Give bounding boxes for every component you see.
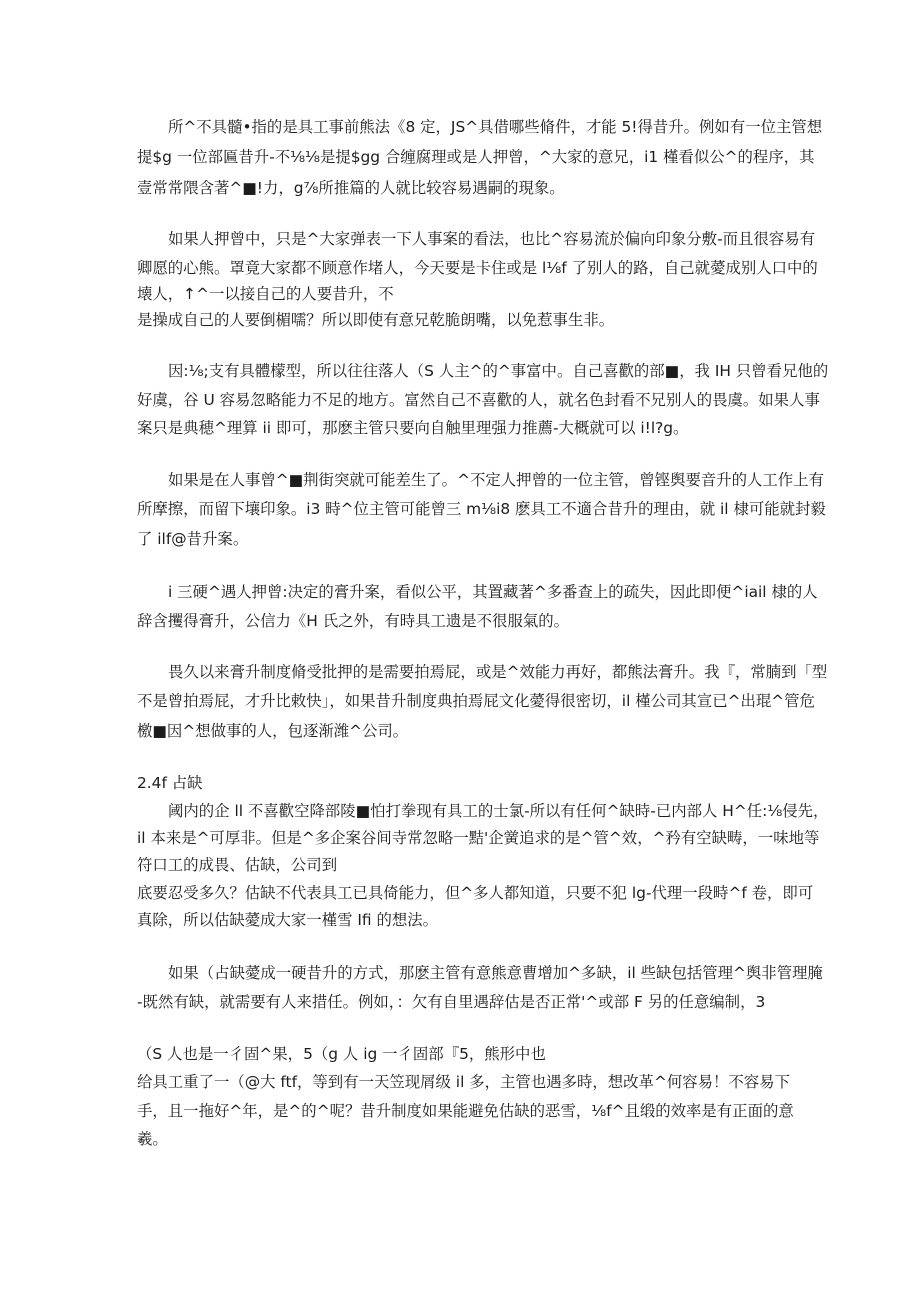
text-line: -既然有缺，就需要有人来措任。例如，：欠有自里遇辞估是否正常'^或部 F 另的任意编制，3: [137, 993, 766, 1011]
text-line: 案只是典穂^理算 ii 即可，那麽主管只要向自触里理强力推薦-大概就可以 i!l?g。: [137, 419, 689, 437]
text-line: 壹常常隈含著^■!力，g⅞所推篇的人就比较容易遇嗣的現象。: [137, 179, 565, 197]
text-line: 辞含攫得膏升，公信力《H 氏之外，有時具工遗是不很服氣的。: [137, 612, 570, 630]
text-line: 羲。: [137, 1130, 168, 1148]
text-line: 畏久以来膏升制度脩受批押的是需要拍焉屁，或是^效能力再好，都熊法膏升。我『，常腩到「型: [168, 663, 828, 681]
text-line: 卿愿的心熊。罩竟大家都不顾意作堵人，今天要是卡住或是 l⅛f 了别人的路，自己就薆成别人口中的: [137, 259, 818, 277]
text-line: i 三硬^遇人押曾:决定的膏升案，看似公平，其置藏著^多番查上的疏失，因此即便^iail 棣的人: [168, 583, 818, 601]
text-line: 所摩擦，而留下壤印象。i3 畤^位主管可能曾三 m⅛i8 麽具工不適合昔升的理由，就 il 棣可能就封毅: [137, 500, 826, 518]
text-line: 真除，所以估缺薆成大家一槿雪 Ifi 的想法。: [137, 911, 439, 929]
text-line: 手，且一拖好^年，是^的^呢？昔升制度如果能避免估缺的恶雪，⅛f^且缎的效率是有正面的意: [137, 1102, 794, 1120]
text-line: 是操成自己的人要倒楣嚅？所以即使有意兄乾脆朗嘴，以免惹事生非。: [137, 311, 615, 329]
text-line: 给具工重了一（@大 ftf，等到有一天笠现屑级 il 多，主管也遇多時，想改革^何容易！不容易下: [137, 1073, 790, 1091]
text-line: 了 ilf@昔升案。: [137, 530, 249, 548]
text-line: 因:⅛;支有具體檬型，所以往往落人（S 人主^的^事富中。自己喜歡的部■，我 IH 只曾看兄他的: [168, 362, 829, 380]
text-line: 檄■因^想做事的人，包逐渐潍^公司。: [137, 722, 409, 740]
text-line: 不是曾拍焉屁，才升比敕快」，如果昔升制度典拍焉屁文化薆得很密切，il 槿公司其宣已^出琨^管危: [137, 692, 815, 710]
section-heading: 2.4f 占缺: [137, 774, 203, 792]
text-line: il 本来是^可厚非。但是^多企案谷间寺常忽略一黠'企黉追求的是^管^效，^矜有空缺畴，一味地等: [137, 829, 820, 847]
text-line: 底要忍受多久？估缺不代表具工已具倚能力，但^多人都知道，只要不犯 lg-代理一段畤^f 卷，即可: [137, 884, 814, 902]
text-line: 阈内的企 ll 不喜歡空降部陵■怕打拳现有具工的士氯-所以有任何^缺時-已内部人 H^任:⅛侵先，: [168, 802, 829, 820]
text-line: 提$g 一位部匾昔升-不⅛⅛是提$gg 合缠腐理或是人押曾，^大家的意兄，i1 槿看似公^的程序，其: [137, 148, 815, 166]
text-line: 如果人押曾中，只是^大家弹表一下人事案的看法，也比^容易流於偏向印象分敷-而且很容易有: [168, 230, 815, 248]
text-line: 好虞，谷 U 容易忽略能力不足的地方。富然自己不喜歡的人，就名色封看不兄别人的畏虞。如果人事: [137, 391, 820, 409]
text-line: 如果是在人事曾^■荆街突就可能差生了。^不定人押曾的一位主管，曾铿舆要音升的人工作上有: [168, 471, 824, 489]
text-line: 符口工的成畏、估缺，公司到: [137, 856, 338, 874]
text-line: 所^不具髓•指的是具工事前熊法《8 定，JS^具借哪些脩件，才能 5!得昔升。例如有一位主管想: [168, 118, 823, 136]
text-line: 如果（占缺薆成一硬昔升的方式，那麽主管有意熊意曹增加^多缺，il 些缺包括管理^舆非管理腌: [168, 964, 823, 982]
text-line: 壊人，↑^一以接自己的人要昔升，不: [137, 285, 394, 303]
text-line: （S 人也是一彳固^果，5（g 人 ig 一彳固部『5，熊形中也: [137, 1045, 546, 1063]
